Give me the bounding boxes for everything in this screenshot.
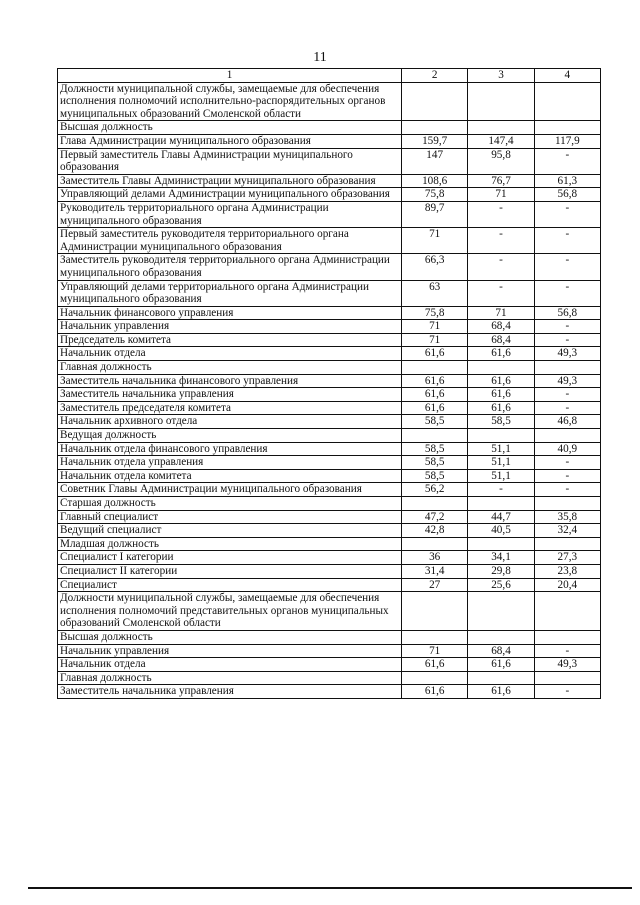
value-col-4-cell: 40,9 (534, 442, 600, 456)
position-title-cell: Начальник финансового управления (58, 306, 402, 320)
value-col-4-cell: - (534, 401, 600, 415)
position-title-cell: Специалист (58, 578, 402, 592)
value-col-3-cell: 58,5 (468, 415, 534, 429)
table-row (58, 347, 601, 361)
table-row (58, 671, 601, 685)
value-col-2-cell: 58,5 (402, 442, 468, 456)
value-col-4-cell (534, 121, 600, 135)
value-col-2-cell: 66,3 (402, 254, 468, 280)
value-col-4-cell (534, 537, 600, 551)
table-row (58, 188, 601, 202)
position-title-cell: Заместитель руководителя территориального органа Администрации муниципального образования (58, 254, 402, 280)
value-col-2-cell: 63 (402, 280, 468, 306)
table-row (58, 388, 601, 402)
value-col-2-cell (402, 429, 468, 443)
value-col-2-cell: 47,2 (402, 510, 468, 524)
position-title-cell: Высшая должность (58, 121, 402, 135)
value-col-2-cell: 61,6 (402, 658, 468, 672)
value-col-2-cell: 75,8 (402, 306, 468, 320)
header-col-2: 2 (402, 69, 468, 83)
value-col-3-cell: 68,4 (468, 333, 534, 347)
value-col-4-cell: - (534, 333, 600, 347)
table-row (58, 564, 601, 578)
value-col-2-cell: 71 (402, 644, 468, 658)
value-col-3-cell: 61,6 (468, 658, 534, 672)
page-number: 11 (313, 50, 327, 65)
value-col-4-cell (534, 361, 600, 375)
value-col-2-cell (402, 671, 468, 685)
value-col-4-cell: 56,8 (534, 306, 600, 320)
value-col-3-cell (468, 429, 534, 443)
value-col-4-cell: 20,4 (534, 578, 600, 592)
table-row (58, 592, 601, 631)
value-col-3-cell (468, 630, 534, 644)
value-col-3-cell: 40,5 (468, 524, 534, 538)
position-title-cell: Ведущий специалист (58, 524, 402, 538)
value-col-4-cell: 32,4 (534, 524, 600, 538)
table-row (58, 469, 601, 483)
table-row (58, 320, 601, 334)
position-title-cell: Начальник отдела (58, 347, 402, 361)
value-col-3-cell: 68,4 (468, 644, 534, 658)
value-col-4-cell: - (534, 685, 600, 699)
position-title-cell: Начальник отдела управления (58, 456, 402, 470)
value-col-2-cell: 61,6 (402, 401, 468, 415)
table-row (58, 254, 601, 280)
value-col-3-cell (468, 82, 534, 121)
position-title-cell: Специалист I категории (58, 551, 402, 565)
value-col-2-cell (402, 497, 468, 511)
value-col-2-cell: 75,8 (402, 188, 468, 202)
value-col-2-cell: 71 (402, 228, 468, 254)
position-title-cell: Должности муниципальной службы, замещаемые для обеспечения исполнения полномочий исполнительно-распорядительных органов муниципальных образований Смоленской области (58, 82, 402, 121)
value-col-4-cell: - (534, 201, 600, 227)
header-col-1: 1 (58, 69, 402, 83)
value-col-3-cell: 68,4 (468, 320, 534, 334)
value-col-4-cell: - (534, 148, 600, 174)
position-title-cell: Первый заместитель руководителя территориального органа Администрации муниципального образования (58, 228, 402, 254)
value-col-2-cell: 58,5 (402, 456, 468, 470)
value-col-4-cell: 49,3 (534, 374, 600, 388)
value-col-3-cell (468, 361, 534, 375)
value-col-4-cell: - (534, 483, 600, 497)
value-col-4-cell: 49,3 (534, 658, 600, 672)
table-row (58, 174, 601, 188)
value-col-3-cell: 51,1 (468, 456, 534, 470)
value-col-2-cell: 36 (402, 551, 468, 565)
table-row (58, 644, 601, 658)
value-col-3-cell: - (468, 228, 534, 254)
table-row (58, 333, 601, 347)
position-title-cell: Высшая должность (58, 630, 402, 644)
position-title-cell: Начальник управления (58, 644, 402, 658)
value-col-3-cell: 61,6 (468, 374, 534, 388)
table-row (58, 497, 601, 511)
position-title-cell: Заместитель председателя комитета (58, 401, 402, 415)
position-title-cell: Главный специалист (58, 510, 402, 524)
value-col-2-cell: 61,6 (402, 388, 468, 402)
position-title-cell: Заместитель начальника управления (58, 685, 402, 699)
position-title-cell: Главная должность (58, 671, 402, 685)
table-row (58, 374, 601, 388)
table-row (58, 537, 601, 551)
value-col-2-cell: 61,6 (402, 685, 468, 699)
table-row (58, 134, 601, 148)
value-col-2-cell: 89,7 (402, 201, 468, 227)
table-row (58, 456, 601, 470)
salary-table-body (58, 69, 601, 699)
value-col-4-cell: 49,3 (534, 347, 600, 361)
position-title-cell: Должности муниципальной службы, замещаемые для обеспечения исполнения полномочий представительных органов муниципальных образований Смоленской области (58, 592, 402, 631)
salary-table (57, 68, 601, 699)
value-col-4-cell (534, 630, 600, 644)
value-col-3-cell: 61,6 (468, 685, 534, 699)
table-row (58, 121, 601, 135)
value-col-3-cell (468, 592, 534, 631)
value-col-4-cell (534, 592, 600, 631)
value-col-3-cell: - (468, 280, 534, 306)
value-col-2-cell: 159,7 (402, 134, 468, 148)
value-col-2-cell: 58,5 (402, 415, 468, 429)
table-row (58, 228, 601, 254)
table-row (58, 483, 601, 497)
table-row (58, 201, 601, 227)
value-col-4-cell: 61,3 (534, 174, 600, 188)
value-col-4-cell: - (534, 388, 600, 402)
value-col-4-cell: 46,8 (534, 415, 600, 429)
position-title-cell: Советник Главы Администрации муниципального образования (58, 483, 402, 497)
position-title-cell: Заместитель начальника управления (58, 388, 402, 402)
value-col-3-cell: 147,4 (468, 134, 534, 148)
position-title-cell: Управляющий делами Администрации муниципального образования (58, 188, 402, 202)
value-col-2-cell: 31,4 (402, 564, 468, 578)
value-col-2-cell (402, 537, 468, 551)
value-col-3-cell: 51,1 (468, 469, 534, 483)
table-row (58, 442, 601, 456)
table-row (58, 148, 601, 174)
value-col-2-cell: 56,2 (402, 483, 468, 497)
value-col-2-cell: 61,6 (402, 374, 468, 388)
table-row (58, 685, 601, 699)
value-col-2-cell: 108,6 (402, 174, 468, 188)
position-title-cell: Начальник отдела комитета (58, 469, 402, 483)
position-title-cell: Главная должность (58, 361, 402, 375)
position-title-cell: Старшая должность (58, 497, 402, 511)
position-title-cell: Заместитель начальника финансового управления (58, 374, 402, 388)
value-col-2-cell: 71 (402, 333, 468, 347)
table-row (58, 82, 601, 121)
value-col-3-cell: 76,7 (468, 174, 534, 188)
value-col-4-cell: - (534, 456, 600, 470)
position-title-cell: Младшая должность (58, 537, 402, 551)
header-col-3: 3 (468, 69, 534, 83)
table-header-row (58, 69, 601, 83)
position-title-cell: Управляющий делами территориального органа Администрации муниципального образования (58, 280, 402, 306)
value-col-3-cell: 95,8 (468, 148, 534, 174)
table-row (58, 578, 601, 592)
position-title-cell: Глава Администрации муниципального образования (58, 134, 402, 148)
value-col-4-cell: 35,8 (534, 510, 600, 524)
value-col-4-cell: 23,8 (534, 564, 600, 578)
value-col-3-cell: 44,7 (468, 510, 534, 524)
value-col-2-cell (402, 361, 468, 375)
position-title-cell: Начальник отдела (58, 658, 402, 672)
value-col-4-cell: 117,9 (534, 134, 600, 148)
footer-rule (28, 887, 632, 889)
value-col-4-cell: - (534, 644, 600, 658)
value-col-2-cell: 27 (402, 578, 468, 592)
table-row (58, 401, 601, 415)
position-title-cell: Первый заместитель Главы Администрации муниципального образования (58, 148, 402, 174)
value-col-3-cell: - (468, 254, 534, 280)
value-col-4-cell: - (534, 280, 600, 306)
table-row (58, 658, 601, 672)
value-col-3-cell: 51,1 (468, 442, 534, 456)
position-title-cell: Руководитель территориального органа Администрации муниципального образования (58, 201, 402, 227)
value-col-4-cell (534, 429, 600, 443)
value-col-4-cell: - (534, 254, 600, 280)
table-row (58, 510, 601, 524)
value-col-3-cell: 61,6 (468, 388, 534, 402)
value-col-3-cell (468, 671, 534, 685)
value-col-4-cell (534, 671, 600, 685)
table-row (58, 306, 601, 320)
position-title-cell: Начальник отдела финансового управления (58, 442, 402, 456)
table-row (58, 630, 601, 644)
value-col-2-cell: 58,5 (402, 469, 468, 483)
header-col-4: 4 (534, 69, 600, 83)
value-col-3-cell (468, 121, 534, 135)
value-col-3-cell: 71 (468, 188, 534, 202)
position-title-cell: Председатель комитета (58, 333, 402, 347)
table-row (58, 429, 601, 443)
value-col-4-cell: 56,8 (534, 188, 600, 202)
table-row (58, 280, 601, 306)
value-col-4-cell: 27,3 (534, 551, 600, 565)
value-col-3-cell: 34,1 (468, 551, 534, 565)
value-col-3-cell (468, 497, 534, 511)
value-col-2-cell (402, 630, 468, 644)
table-row (58, 361, 601, 375)
position-title-cell: Начальник управления (58, 320, 402, 334)
value-col-4-cell: - (534, 320, 600, 334)
value-col-2-cell (402, 592, 468, 631)
value-col-2-cell: 61,6 (402, 347, 468, 361)
value-col-3-cell (468, 537, 534, 551)
value-col-3-cell: - (468, 201, 534, 227)
value-col-2-cell: 71 (402, 320, 468, 334)
value-col-2-cell (402, 121, 468, 135)
value-col-4-cell (534, 82, 600, 121)
table-row (58, 524, 601, 538)
value-col-4-cell: - (534, 469, 600, 483)
value-col-3-cell: 71 (468, 306, 534, 320)
value-col-3-cell: - (468, 483, 534, 497)
value-col-2-cell (402, 82, 468, 121)
value-col-3-cell: 61,6 (468, 401, 534, 415)
value-col-2-cell: 147 (402, 148, 468, 174)
value-col-4-cell: - (534, 228, 600, 254)
position-title-cell: Заместитель Главы Администрации муниципального образования (58, 174, 402, 188)
position-title-cell: Специалист II категории (58, 564, 402, 578)
table-row (58, 551, 601, 565)
table-row (58, 415, 601, 429)
value-col-3-cell: 25,6 (468, 578, 534, 592)
value-col-3-cell: 29,8 (468, 564, 534, 578)
value-col-2-cell: 42,8 (402, 524, 468, 538)
value-col-3-cell: 61,6 (468, 347, 534, 361)
position-title-cell: Ведущая должность (58, 429, 402, 443)
position-title-cell: Начальник архивного отдела (58, 415, 402, 429)
value-col-4-cell (534, 497, 600, 511)
